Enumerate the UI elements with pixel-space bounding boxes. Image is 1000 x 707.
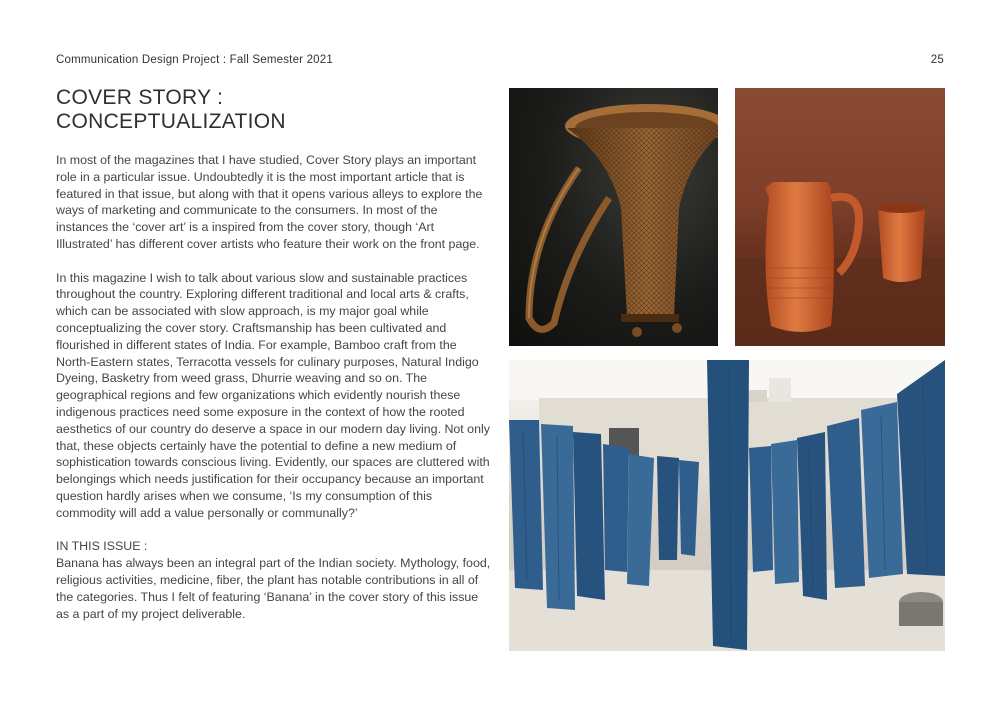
title-line-1: COVER STORY : (56, 86, 224, 109)
title-line-2: CONCEPTUALIZATION (56, 110, 286, 133)
article-title (56, 86, 486, 134)
terracotta-jug-photo (735, 88, 945, 346)
bamboo-basket-photo (509, 88, 718, 346)
indigo-fabric-photo (509, 360, 945, 651)
article-body (56, 152, 492, 639)
page-header (56, 54, 944, 66)
issue-heading: IN THIS ISSUE : (56, 539, 148, 554)
running-title: Communication Design Project : Fall Semester 2021 (56, 54, 333, 66)
page-number: 25 (930, 54, 944, 66)
paragraph-intro: In most of the magazines that I have studied, Cover Story plays an important role in a particular issue. Undoubtedly it is the most important article that is featured in that issue, but along with that it opens various alleys to explore the ways of marketing and communicate to the consumers. In most of the instances the ‘cover art’ is a inspired from the cover story, though ‘Art Illustrated’ has different cover artists who feature their work on the front page. (56, 153, 483, 251)
paragraph-issue: Banana has always been an integral part of the Indian society. Mythology, food, religious activities, medicine, fiber, the plant has notable contributions in all of the categories. Thus I felt of featuring ‘Banana’ in the cover story of this issue as a part of my project deliverable. (56, 556, 491, 621)
paragraph-concept: In this magazine I wish to talk about various slow and sustainable practices throughout the country. Exploring different traditional and local arts & crafts, which can be associated with slow approach, is my major goal while conceptualizing the cover story. Craftsmanship has been cultivated and flourished in different states of India. For example, Bamboo craft from the North-Eastern states, Terracotta vessels for culinary purposes, Natural Indigo Dyeing, Basketry from weed grass, Dhurrie weaving and so on. The geographical regions and few organizations which evidently nourish these indigenous practices need some exposure in the context of how the rooted aesthetics of our country do deserve a space in our modern day living. Not only that, these objects certainly have the potential to define a new medium of sophistication towards conscious living. Evidently, our spaces are cluttered with belongings which needs justification for their occupancy because an important question hardly arises when we consume, ‘Is my consumption of this commodity will add a value personally or communally?’ (56, 270, 490, 520)
